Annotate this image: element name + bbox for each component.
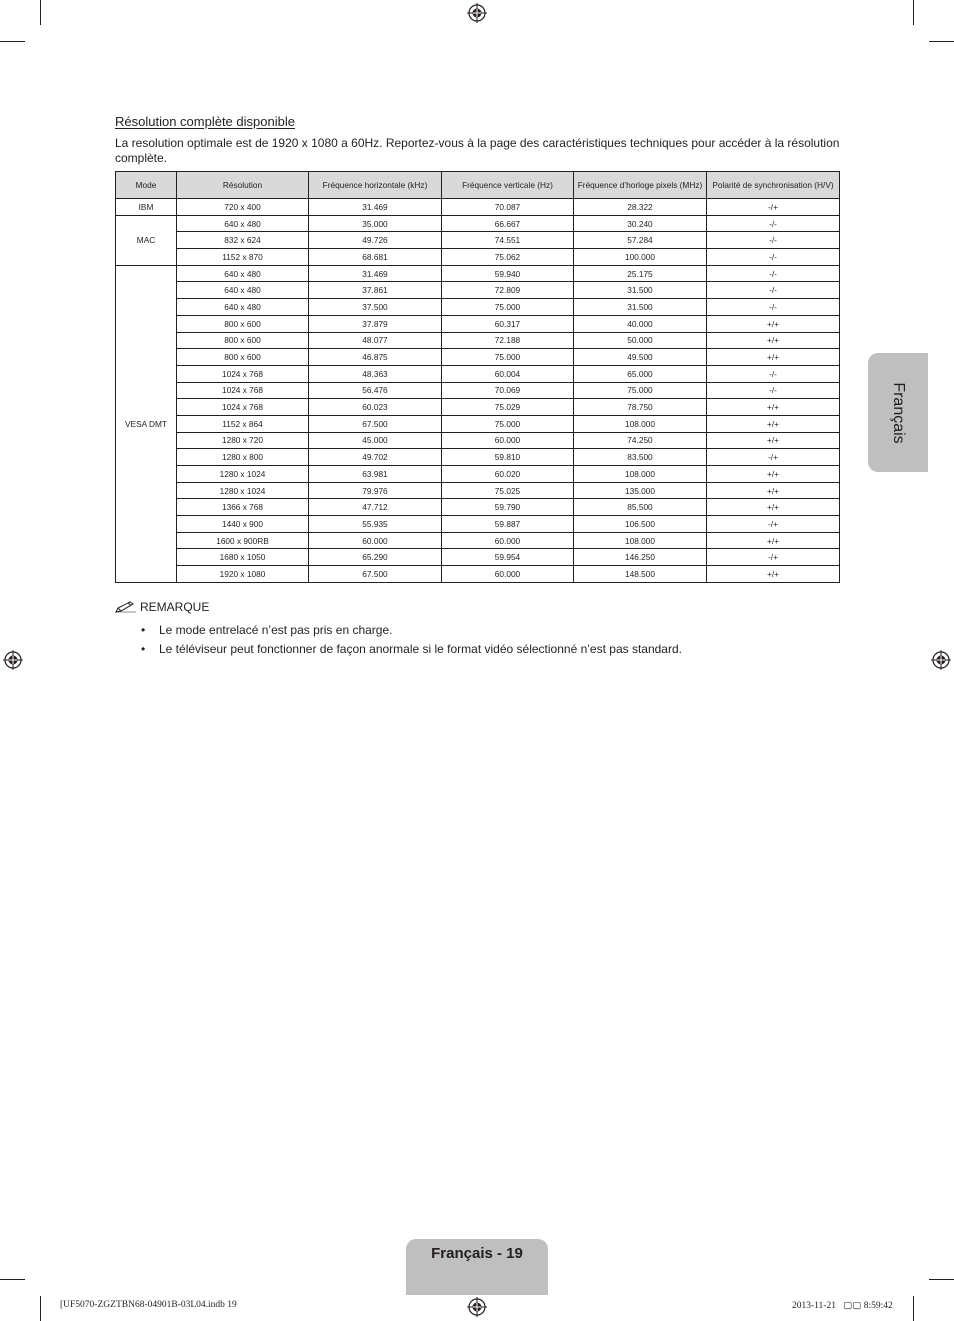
table-cell: 75.062 [442, 249, 574, 266]
table-cell: +/+ [707, 466, 840, 483]
table-cell: 75.000 [574, 382, 707, 399]
page-number-box [406, 1239, 548, 1295]
table-cell: 1024 x 768 [177, 399, 309, 416]
crop-mark [929, 1279, 954, 1280]
table-cell: 640 x 480 [177, 265, 309, 282]
bullet-icon: • [141, 641, 146, 656]
table-cell: +/+ [707, 332, 840, 349]
table-cell: 60.020 [442, 466, 574, 483]
mode-cell: IBM [116, 199, 177, 216]
table-cell: 47.712 [309, 499, 442, 516]
table-cell: 640 x 480 [177, 299, 309, 316]
table-cell: -/+ [707, 449, 840, 466]
table-row [116, 349, 840, 366]
table-cell: 72.188 [442, 332, 574, 349]
table-cell: 48.077 [309, 332, 442, 349]
table-cell: 1280 x 1024 [177, 482, 309, 499]
table-cell: 67.500 [309, 566, 442, 583]
table-cell: 74.250 [574, 432, 707, 449]
table-row [116, 499, 840, 516]
table-cell: 60.000 [442, 566, 574, 583]
table-cell: 640 x 480 [177, 282, 309, 299]
table-cell: +/+ [707, 432, 840, 449]
table-cell: 1680 x 1050 [177, 549, 309, 566]
table-cell: 60.023 [309, 399, 442, 416]
table-cell: +/+ [707, 415, 840, 432]
list-item-text: Le mode entrelacé n’est pas pris en charge. [159, 622, 393, 637]
table-row [116, 315, 840, 332]
table-cell: 72.809 [442, 282, 574, 299]
footer-timestamp [792, 1300, 893, 1311]
table-row [116, 449, 840, 466]
table-cell: 65.290 [309, 549, 442, 566]
table-cell: 1152 x 864 [177, 415, 309, 432]
table-cell: 70.069 [442, 382, 574, 399]
crop-mark [0, 41, 25, 42]
crop-mark [913, 0, 914, 25]
table-row [116, 249, 840, 266]
table-cell: 1280 x 720 [177, 432, 309, 449]
table-cell: 1366 x 768 [177, 499, 309, 516]
table-row [116, 215, 840, 232]
table-cell: 31.469 [309, 199, 442, 216]
column-header: Fréquence horizontale (kHz) [309, 172, 442, 199]
page-number: Français - 19 [431, 1245, 523, 1262]
column-header: Fréquence d’horloge pixels (MHz) [574, 172, 707, 199]
table-cell: 49.726 [309, 232, 442, 249]
table-cell: 83.500 [574, 449, 707, 466]
bullet-icon: • [141, 622, 146, 637]
table-row [116, 365, 840, 382]
table-cell: 59.790 [442, 499, 574, 516]
table-cell: 59.940 [442, 265, 574, 282]
table-row [116, 482, 840, 499]
table-row [116, 415, 840, 432]
table-cell: 800 x 600 [177, 315, 309, 332]
footer-file-slug: [UF5070-ZGZTBN68-04901B-03L04.indb 19 [60, 1300, 237, 1310]
table-row [116, 566, 840, 583]
table-cell: 37.879 [309, 315, 442, 332]
table-header-row [116, 172, 840, 199]
column-header: Mode [116, 172, 177, 199]
table-cell: -/+ [707, 516, 840, 533]
table-cell: -/- [707, 215, 840, 232]
registration-mark-icon [467, 3, 487, 23]
table-row [116, 199, 840, 216]
table-row [116, 232, 840, 249]
crop-mark [40, 0, 41, 25]
table-cell: 37.500 [309, 299, 442, 316]
table-row [116, 382, 840, 399]
crop-mark [40, 1296, 41, 1321]
list-item [141, 639, 682, 658]
table-cell: 74.551 [442, 232, 574, 249]
table-body [116, 199, 840, 583]
table-row [116, 265, 840, 282]
table-cell: +/+ [707, 482, 840, 499]
table-cell: -/+ [707, 549, 840, 566]
table-cell: +/+ [707, 566, 840, 583]
table-cell: 108.000 [574, 415, 707, 432]
table-cell: 31.500 [574, 299, 707, 316]
table-cell: 66.667 [442, 215, 574, 232]
table-cell: 40.000 [574, 315, 707, 332]
table-cell: 59.954 [442, 549, 574, 566]
table-cell: 79.976 [309, 482, 442, 499]
table-cell: -/- [707, 365, 840, 382]
table-cell: 78.750 [574, 399, 707, 416]
table-cell: 45.000 [309, 432, 442, 449]
crop-mark [913, 1296, 914, 1321]
table-cell: 60.000 [442, 532, 574, 549]
resolution-table [115, 171, 840, 583]
table-cell: 1280 x 800 [177, 449, 309, 466]
language-side-tab [868, 353, 928, 472]
table-cell: -/- [707, 299, 840, 316]
table-row [116, 516, 840, 533]
table-cell: 1600 x 900RB [177, 532, 309, 549]
table-row [116, 282, 840, 299]
note-heading [115, 600, 209, 614]
table-cell: -/+ [707, 199, 840, 216]
table-cell: 75.000 [442, 349, 574, 366]
table-cell: 1152 x 870 [177, 249, 309, 266]
list-item [141, 620, 682, 639]
calendar-glyph-icon: ▢▢ [843, 1301, 862, 1311]
table-cell: 1920 x 1080 [177, 566, 309, 583]
table-cell: +/+ [707, 349, 840, 366]
table-cell: 108.000 [574, 466, 707, 483]
table-cell: 800 x 600 [177, 332, 309, 349]
crop-mark [0, 1279, 25, 1280]
table-cell: 49.500 [574, 349, 707, 366]
intro-paragraph: La resolution optimale est de 1920 x 1080 a 60Hz. Reportez-vous à la page des caractéristiques techniques pour accéder à la résolution complète. [115, 136, 840, 165]
table-cell: 63.981 [309, 466, 442, 483]
note-bullet-list [141, 620, 682, 658]
table-cell: 60.317 [442, 315, 574, 332]
table-cell: 148.500 [574, 566, 707, 583]
list-item-text: Le téléviseur peut fonctionner de façon anormale si le format vidéo sélectionné n’est pas standard. [159, 641, 682, 656]
table-cell: +/+ [707, 399, 840, 416]
table-cell: -/- [707, 249, 840, 266]
registration-mark-icon [3, 650, 23, 670]
table-cell: 75.029 [442, 399, 574, 416]
table-cell: 60.000 [309, 532, 442, 549]
table-cell: 31.469 [309, 265, 442, 282]
footer-date: 2013-11-21 [792, 1301, 836, 1311]
table-row [116, 399, 840, 416]
table-cell: 146.250 [574, 549, 707, 566]
table-cell: 59.810 [442, 449, 574, 466]
table-cell: 65.000 [574, 365, 707, 382]
table-cell: 800 x 600 [177, 349, 309, 366]
table-cell: 37.861 [309, 282, 442, 299]
table-cell: 1440 x 900 [177, 516, 309, 533]
table-cell: 56.476 [309, 382, 442, 399]
table-cell: 50.000 [574, 332, 707, 349]
table-cell: -/- [707, 282, 840, 299]
table-cell: 67.500 [309, 415, 442, 432]
table-cell: 31.500 [574, 282, 707, 299]
table-cell: -/- [707, 382, 840, 399]
table-cell: +/+ [707, 499, 840, 516]
table-cell: 59.887 [442, 516, 574, 533]
table-cell: 75.000 [442, 415, 574, 432]
table-row [116, 466, 840, 483]
table-cell: 1024 x 768 [177, 382, 309, 399]
table-cell: 70.087 [442, 199, 574, 216]
table-cell: 49.702 [309, 449, 442, 466]
table-cell: 28.322 [574, 199, 707, 216]
table-cell: 60.004 [442, 365, 574, 382]
table-cell: 68.681 [309, 249, 442, 266]
table-row [116, 532, 840, 549]
table-cell: 57.284 [574, 232, 707, 249]
table-cell: 75.025 [442, 482, 574, 499]
table-row [116, 549, 840, 566]
table-cell: 832 x 624 [177, 232, 309, 249]
table-row [116, 332, 840, 349]
table-cell: 55.935 [309, 516, 442, 533]
table-row [116, 432, 840, 449]
table-cell: -/- [707, 232, 840, 249]
section-title: Résolution complète disponible [115, 114, 295, 129]
crop-mark [929, 41, 954, 42]
table-cell: +/+ [707, 315, 840, 332]
table-row [116, 299, 840, 316]
table-cell: 60.000 [442, 432, 574, 449]
table-cell: +/+ [707, 532, 840, 549]
registration-mark-icon [931, 650, 951, 670]
table-cell: 85.500 [574, 499, 707, 516]
note-label: REMARQUE [140, 600, 210, 614]
column-header: Fréquence verticale (Hz) [442, 172, 574, 199]
column-header: Résolution [177, 172, 309, 199]
table-cell: 48.363 [309, 365, 442, 382]
table-cell: 108.000 [574, 532, 707, 549]
table-cell: 1024 x 768 [177, 365, 309, 382]
table-cell: 1280 x 1024 [177, 466, 309, 483]
table-cell: 106.500 [574, 516, 707, 533]
pencil-icon [115, 600, 137, 614]
registration-mark-icon [467, 1297, 487, 1317]
table-cell: 135.000 [574, 482, 707, 499]
table-cell: 720 x 400 [177, 199, 309, 216]
mode-cell: VESA DMT [116, 265, 177, 582]
table-cell: 640 x 480 [177, 215, 309, 232]
table-cell: 30.240 [574, 215, 707, 232]
column-header: Polarité de synchronisation (H/V) [707, 172, 840, 199]
language-side-tab-label: Français [890, 381, 907, 444]
table-cell: 46.875 [309, 349, 442, 366]
table-cell: 35.000 [309, 215, 442, 232]
mode-cell: MAC [116, 215, 177, 265]
table-cell: 100.000 [574, 249, 707, 266]
footer-time: 8:59:42 [863, 1301, 893, 1311]
table-cell: 25.175 [574, 265, 707, 282]
table-cell: -/- [707, 265, 840, 282]
table-cell: 75.000 [442, 299, 574, 316]
